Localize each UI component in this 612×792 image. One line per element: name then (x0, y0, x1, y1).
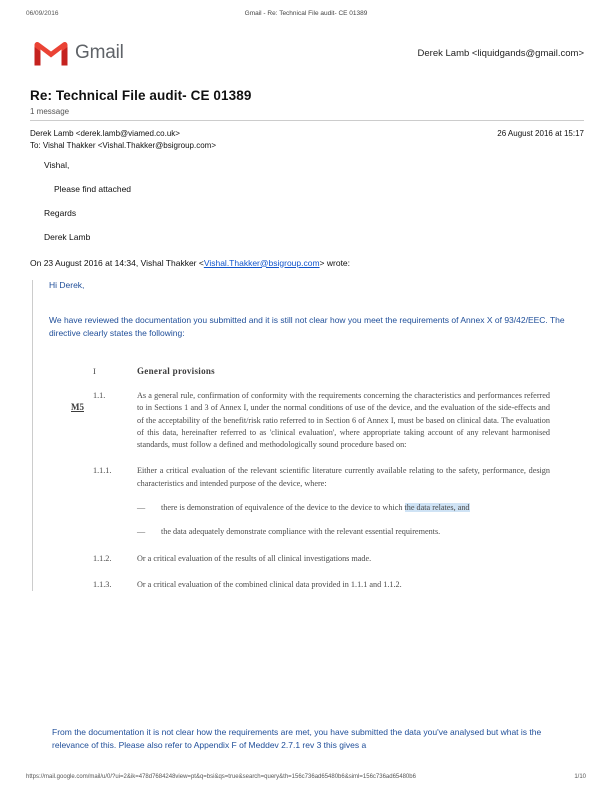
message-count: 1 message (30, 107, 70, 116)
gmail-logo (34, 40, 124, 66)
print-header (0, 10, 612, 24)
message-body (30, 160, 584, 591)
directive-section-number: I (93, 365, 96, 376)
amendment-marker: M5 (71, 401, 84, 412)
body-greeting: Vishal, (44, 160, 70, 170)
body-signature: Derek Lamb (44, 231, 91, 242)
quoted-greeting: Hi Derek, (49, 279, 85, 290)
message-to: To: Vishal Thakker <Vishal.Thakker@bsigroup.com> (30, 141, 216, 151)
quote-attribution-suffix: > wrote: (319, 257, 351, 268)
gmail-wordmark: Gmail (75, 42, 124, 63)
directive-clause (93, 579, 550, 591)
quote-attribution (30, 258, 584, 268)
dash-text: the data adequately demonstrate compliance with the relevant essential requirements. (161, 527, 441, 537)
gmail-m-icon (34, 40, 68, 66)
body-regards: Regards (44, 207, 77, 218)
brand-row (28, 40, 584, 74)
directive-section-title: General provisions (137, 365, 215, 376)
quote-attribution-prefix: On 23 August 2016 at 14:34, Vishal Thakker < (30, 257, 204, 268)
directive-clause (93, 553, 550, 565)
account-email: Derek Lamb <liquidgands@gmail.com> (417, 48, 584, 59)
directive-clause (93, 465, 550, 490)
directive-clause (93, 390, 550, 451)
footer-url: https://mail.google.com/mail/u/0/?ui=2&ik=478d7684248view=pt&q=bsi&qs=true&search=query&th=156c736ad65480b6&siml=156c736ad65480b6 (26, 774, 416, 780)
footer-page-number: 1/10 (574, 774, 586, 780)
message-meta (30, 128, 584, 153)
dash-marker: — (137, 527, 146, 537)
print-footer (26, 774, 586, 780)
message-date: 26 August 2016 at 15:17 (497, 129, 584, 138)
directive-dash-item (93, 502, 550, 514)
quoted-intro: We have reviewed the documentation you submitted and it is still not clear how you meet the requirements of Annex X of 93/42/EEC. The directive clearly states the following: (49, 314, 565, 338)
quoted-message (32, 280, 584, 592)
directive-excerpt (71, 365, 550, 591)
clause-text: Or a critical evaluation of the results of all clinical investigations made. (137, 553, 372, 563)
clause-number: 1.1.1. (93, 466, 112, 476)
clause-text: As a general rule, confirmation of conformity with the requirements concerning the characteristics and performances referred to in Sections 1 and 3 of Annex I, under the normal conditions of use of the device, and the evaluation of the side-effects and of the acceptability of the benefit/risk ratio referred to in Section 6 of Annex I, must be based on clinical data. The evaluation of this data, hereinafter referred to as 'clinical evaluation', where appropriate taking account of any relevant harmonised standards, must follow a defined and methodologically sound procedure based on: (137, 390, 550, 450)
print-title: Gmail - Re: Technical File audit- CE 01389 (244, 10, 368, 17)
clause-text: Or a critical evaluation of the combined clinical data provided in 1.1.1 and 1.1.2. (137, 579, 402, 589)
clause-number: 1.1.3. (93, 579, 112, 589)
clause-number: 1.1. (93, 390, 106, 400)
print-date: 06/09/2016 (26, 10, 59, 17)
subject-block (30, 88, 584, 116)
body-line-attached: Please find attached (54, 183, 132, 194)
clause-text: Either a critical evaluation of the relevant scientific literature currently available relating to the safety, performance, design characteristics and intended purpose of the device, where: (137, 466, 550, 488)
dash-text: there is demonstration of equivalence of the device to the device to which (161, 502, 403, 512)
dash-marker: — (137, 502, 146, 512)
message-from: Derek Lamb <derek.lamb@viamed.co.uk> (30, 129, 180, 138)
dash-text-highlight: the data relates, and (404, 502, 470, 512)
quoted-closing-paragraph: From the documentation it is not clear how the requirements are met, you have submitted the data you've analysed but what is the relevance of this. Please also refer to Appendix F of Meddev 2.7.1 rev 3 this gives a (52, 727, 542, 751)
clause-number: 1.1.2. (93, 553, 112, 563)
subject-divider (30, 120, 584, 121)
directive-dash-item (93, 526, 550, 538)
page-title: Re: Technical File audit- CE 01389 (30, 88, 252, 103)
quote-attribution-email-link[interactable]: Vishal.Thakker@bsigroup.com (203, 257, 320, 268)
